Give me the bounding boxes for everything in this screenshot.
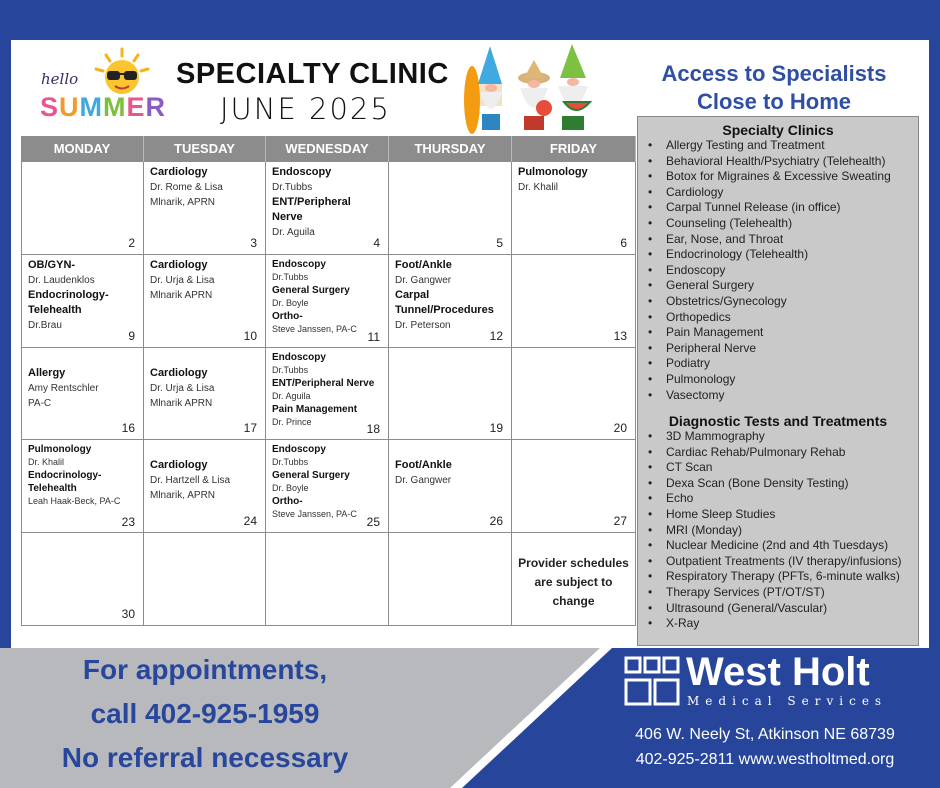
specialty-clinic-item: • Cardiology: [666, 185, 918, 201]
provider-name: Dr. Aguila: [272, 391, 311, 401]
day-number: 16: [121, 421, 135, 435]
clinic-name: Ortho-: [272, 496, 303, 507]
day-number: 30: [121, 607, 135, 621]
clinic-name: OB/GYN-: [28, 259, 76, 271]
day-number: 25: [366, 515, 380, 529]
summer-text: SUMMER: [40, 92, 167, 122]
access-heading: Access to Specialists Close to Home: [661, 61, 887, 114]
clinic-name: Tunnel/Procedures: [395, 304, 494, 316]
calendar-day-cell: [266, 348, 389, 439]
diagnostic-test-item: • Home Sleep Studies: [666, 507, 918, 523]
calendar-day-cell: [512, 162, 636, 254]
provider-name: Dr.Brau: [28, 320, 62, 331]
provider-name: PA-C: [28, 398, 52, 409]
provider-name: [395, 443, 505, 458]
clinic-name: Endoscopy: [272, 352, 326, 363]
provider-name: Amy Rentschler: [28, 383, 99, 394]
provider-name: Dr. Rome & Lisa: [150, 182, 223, 193]
clinic-name: Pulmonology: [28, 444, 92, 455]
diagnostic-test-item: • Outpatient Treatments (IV therapy/infusions): [666, 554, 918, 570]
calendar-day-cell: [266, 440, 389, 532]
clinic-name: Allergy: [28, 367, 66, 379]
day-number: 27: [613, 514, 627, 528]
calendar-week-row: [21, 348, 636, 440]
day-number: 18: [366, 422, 380, 436]
contact-info: [590, 722, 940, 772]
calendar-day-cell: [144, 533, 266, 625]
provider-name: Dr.Tubbs: [272, 272, 309, 282]
diagnostic-test-item: • Ultrasound (General/Vascular): [666, 601, 918, 617]
day-number: 26: [489, 514, 503, 528]
provider-name: Dr. Prince: [272, 417, 312, 427]
provider-name: Dr. Khalil: [518, 182, 559, 193]
calendar-day-cell: [266, 162, 389, 254]
day-number: 3: [250, 236, 257, 250]
calendar-day-cell: [512, 255, 636, 347]
calendar-day-cell: [389, 162, 512, 254]
day-number: 2: [128, 236, 135, 250]
day-number: 17: [243, 421, 257, 435]
gnomes-illustration-icon: [460, 44, 600, 136]
clinic-name: ENT/Peripheral Nerve: [272, 378, 375, 389]
specialty-clinic-item: • Ear, Nose, and Throat: [666, 232, 918, 248]
calendar-day-cell: [21, 255, 144, 347]
logo-subtitle: Medical Services: [687, 694, 888, 708]
provider-name: Dr. Urja & Lisa: [150, 275, 215, 286]
day-number: 20: [613, 421, 627, 435]
day-number: 9: [128, 329, 135, 343]
provider-name: Steve Janssen, PA-C: [272, 509, 357, 519]
clinic-name: Endocrinology-: [28, 470, 102, 481]
provider-name: Leah Haak-Beck, PA-C: [28, 496, 121, 506]
calendar-day-cell: [512, 440, 636, 532]
clinic-name: Cardiology: [150, 367, 208, 379]
calendar-day-cell: [389, 440, 512, 532]
provider-name: Dr.Tubbs: [272, 457, 309, 467]
day-header-tuesday: TUESDAY: [144, 136, 266, 162]
diagnostic-test-item: • Echo: [666, 491, 918, 507]
calendar-day-cell: [144, 440, 266, 532]
provider-name: Dr. Gangwer: [395, 475, 452, 486]
clinic-name: Pulmonology: [518, 166, 588, 178]
specialty-clinic-item: • Endoscopy: [666, 263, 918, 279]
diagnostic-test-item: • Therapy Services (PT/OT/ST): [666, 585, 918, 601]
day-number: 24: [243, 514, 257, 528]
diagnostic-tests-list: [638, 429, 918, 632]
calendar-day-cell: [21, 162, 144, 254]
diagnostic-test-item: • 3D Mammography: [666, 429, 918, 445]
provider-name: Dr. Hartzell & Lisa: [150, 475, 231, 486]
clinic-name: Endoscopy: [272, 444, 326, 455]
provider-name: Dr.Tubbs: [272, 182, 313, 193]
provider-name: Dr. Boyle: [272, 298, 309, 308]
clinic-name: Ortho-: [272, 311, 303, 322]
provider-name: Mlnarik APRN: [150, 290, 213, 301]
clinic-name: Endocrinology-: [28, 289, 109, 301]
calendar-header-row: [21, 136, 636, 162]
clinic-name: ENT/Peripheral Nerve: [272, 196, 351, 223]
calendar-day-cell: [144, 162, 266, 254]
provider-name: [150, 351, 259, 366]
day-number: 19: [489, 421, 503, 435]
specialty-clinic-item: • Pulmonology: [666, 372, 918, 388]
clinic-name: Foot/Ankle: [395, 259, 452, 271]
provider-name: Dr. Aguila: [272, 227, 315, 238]
diagnostic-test-item: • Respiratory Therapy (PFTs, 6-minute walks): [666, 569, 918, 585]
calendar-day-cell: [144, 348, 266, 439]
clinic-name: Carpal: [395, 289, 430, 301]
specialty-clinic-item: • Endocrinology (Telehealth): [666, 247, 918, 263]
specialty-clinic-item: • Allergy Testing and Treatment: [666, 138, 918, 154]
diagnostic-test-item: • CT Scan: [666, 460, 918, 476]
calendar-day-cell: [21, 440, 144, 532]
provider-name: [150, 443, 259, 458]
day-header-wednesday: WEDNESDAY: [266, 136, 389, 162]
day-number: 4: [373, 236, 380, 250]
calendar-day-cell: [512, 533, 636, 625]
calendar-day-cell: [266, 255, 389, 347]
west-holt-logo-icon: [624, 656, 680, 708]
logo-name: West Holt: [686, 650, 870, 694]
specialty-clinic-item: • Behavioral Health/Psychiatry (Telehealth): [666, 154, 918, 170]
calendar-day-cell: [389, 348, 512, 439]
calendar-day-cell: [389, 255, 512, 347]
specialty-clinics-list: [638, 138, 918, 403]
clinic-name: Telehealth: [28, 483, 77, 494]
clinic-name: Foot/Ankle: [395, 459, 452, 471]
provider-name: Dr. Peterson: [395, 320, 451, 331]
calendar: [21, 136, 636, 626]
address: 406 W. Neely St, Atkinson NE 68739: [635, 726, 895, 743]
provider-name: Dr. Gangwer: [395, 275, 452, 286]
calendar-day-cell: [512, 348, 636, 439]
specialty-clinic-item: • Peripheral Nerve: [666, 341, 918, 357]
clinic-name: Telehealth: [28, 304, 82, 316]
calendar-day-cell: [266, 533, 389, 625]
day-header-friday: FRIDAY: [512, 136, 636, 162]
day-number: 11: [367, 330, 380, 344]
clinic-name: General Surgery: [272, 285, 350, 296]
page-subtitle: JUNE 2025: [220, 92, 391, 126]
specialty-clinic-item: • Vasectomy: [666, 388, 918, 404]
diagnostic-test-item: • X-Ray: [666, 616, 918, 632]
day-number: 23: [121, 515, 135, 529]
sun-sunglasses-icon: [92, 47, 152, 95]
diagnostic-test-item: • Nuclear Medicine (2nd and 4th Tuesdays): [666, 538, 918, 554]
provider-name: Dr. Boyle: [272, 483, 309, 493]
calendar-week-row: [21, 162, 636, 255]
calendar-week-row: [21, 533, 636, 626]
calendar-week-row: [21, 255, 636, 348]
day-number: 5: [496, 236, 503, 250]
specialty-clinic-item: • Pain Management: [666, 325, 918, 341]
hello-text: hello: [41, 70, 79, 88]
provider-name: Mlnarik, APRN: [150, 490, 216, 501]
provider-name: Dr.Tubbs: [272, 365, 309, 375]
schedule-note: Provider schedules are subject to change: [518, 556, 629, 608]
calendar-week-row: [21, 440, 636, 533]
page-title: SPECIALTY CLINIC: [176, 58, 449, 90]
provider-name: Dr. Urja & Lisa: [150, 383, 215, 394]
appointment-info: For appointments, call 402-925-1959 No referral necessary: [61, 654, 349, 773]
clinic-name: Cardiology: [150, 166, 208, 178]
specialty-clinics-heading: Specialty Clinics: [722, 122, 834, 138]
clinic-name: Cardiology: [150, 259, 208, 271]
services-panel: [637, 116, 919, 646]
calendar-day-cell: [389, 533, 512, 625]
day-number: 6: [620, 236, 627, 250]
provider-name: Steve Janssen, PA-C: [272, 324, 357, 334]
day-number: 10: [243, 329, 257, 343]
specialty-clinic-item: • Obstetrics/Gynecology: [666, 294, 918, 310]
diagnostic-tests-heading: Diagnostic Tests and Treatments: [668, 413, 888, 430]
provider-name: Dr. Laudenklos: [28, 275, 95, 286]
specialty-clinic-item: • Counseling (Telehealth): [666, 216, 918, 232]
specialty-clinic-item: • Carpal Tunnel Release (in office): [666, 200, 918, 216]
clinic-name: General Surgery: [272, 470, 350, 481]
day-number: 13: [613, 329, 627, 343]
calendar-weeks: [21, 162, 636, 626]
specialty-clinic-item: • General Surgery: [666, 278, 918, 294]
specialty-clinic-item: • Botox for Migraines & Excessive Sweating: [666, 169, 918, 185]
provider-name: Mlnarik APRN: [150, 398, 213, 409]
diagnostic-test-item: • MRI (Monday): [666, 523, 918, 539]
calendar-day-cell: [21, 348, 144, 439]
day-number: 12: [489, 329, 503, 343]
diagnostic-test-item: • Cardiac Rehab/Pulmonary Rehab: [666, 445, 918, 461]
clinic-name: Endoscopy: [272, 166, 332, 178]
clinic-name: Cardiology: [150, 459, 208, 471]
diagnostic-test-item: • Dexa Scan (Bone Density Testing): [666, 476, 918, 492]
day-header-thursday: THURSDAY: [389, 136, 512, 162]
clinic-name: Endoscopy: [272, 259, 326, 270]
phone-website: 402-925-2811 www.westholtmed.org: [635, 751, 895, 768]
specialty-clinic-item: • Podiatry: [666, 356, 918, 372]
clinic-name: Pain Management: [272, 404, 358, 415]
calendar-day-cell: [21, 533, 144, 625]
provider-name: [28, 351, 137, 366]
specialty-clinic-item: • Orthopedics: [666, 310, 918, 326]
calendar-day-cell: [144, 255, 266, 347]
provider-name: Mlnarik, APRN: [150, 197, 216, 208]
day-header-monday: MONDAY: [21, 136, 144, 162]
provider-name: Dr. Khalil: [28, 457, 65, 467]
